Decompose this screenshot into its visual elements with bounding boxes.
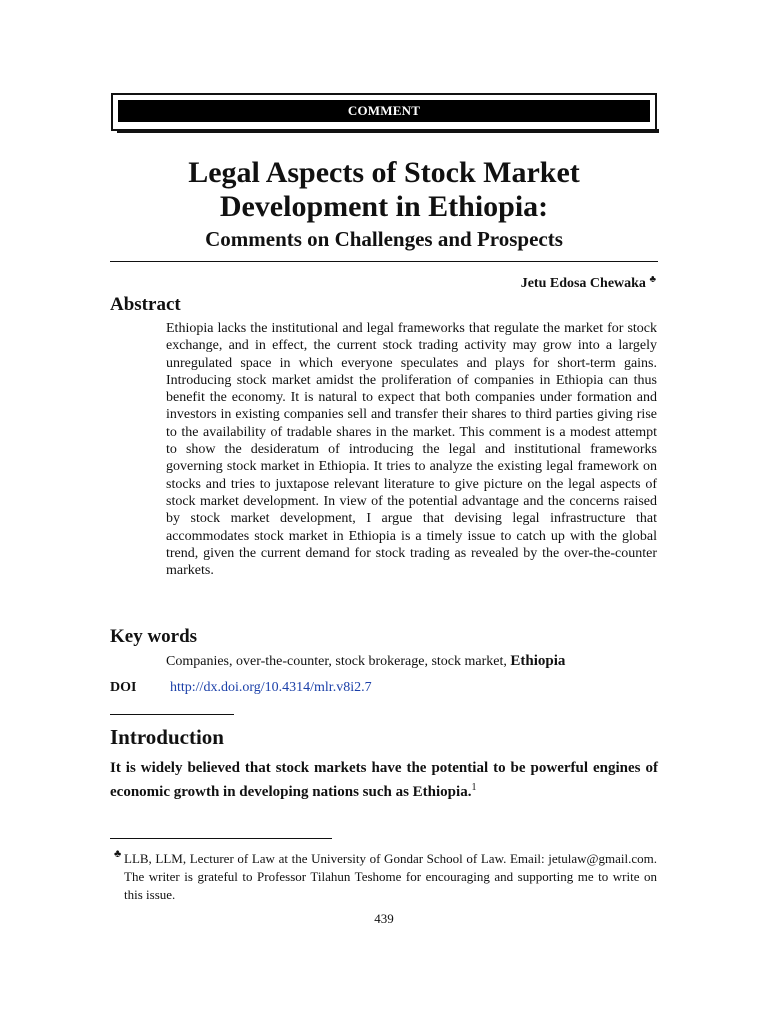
separator-rule <box>110 714 234 715</box>
subtitle: Comments on Challenges and Prospects <box>205 227 563 251</box>
footnote-rule <box>110 838 332 839</box>
author-mark: ♣ <box>649 274 656 285</box>
title-rule <box>110 261 658 262</box>
abstract-text: Ethiopia lacks the institutional and legal frameworks that regulate the market for stock exchange, and in effect, the current stock trading activity may grow into a largely unregulated space in which everyone speculates and plays for short-term gains. Introducing stock market amidst the proliferation of companies in Ethiopia can thus benefit the economy. It is natural to expect that both companies under formation and investors in existing companies sell and transfer their shares to third parties giving rise to the availability of tradable shares in the market. This comment is a modest attempt to show the desideratum of introducing the legal and institutional frameworks governing stock market in Ethiopia. It tries to analyze the existing legal framework on stocks and tries to juxtapose relevant literature to give picture on the legal aspects of stock market development. In view of the potential advantage and the concerns raised by stock market development, I argue that devising legal infrastructure that accommodates stock market in Ethiopia is a timely issue to catch up with the global trend, given the current demand for stock trading as revealed by the over-the-counter markets. <box>166 321 657 579</box>
introduction-heading: Introduction <box>110 725 224 749</box>
doi-link[interactable]: http://dx.doi.org/10.4314/mlr.v8i2.7 <box>170 680 372 695</box>
page-number: 439 <box>374 911 394 926</box>
title-line-2: Development in Ethiopia: <box>219 190 549 223</box>
keywords-text <box>166 653 565 670</box>
keywords-heading: Key words <box>110 626 198 647</box>
title-line-1: Legal Aspects of Stock Market <box>188 156 580 189</box>
keywords-last: Ethiopia <box>510 653 566 669</box>
abstract-heading: Abstract <box>110 294 181 315</box>
doi-label: DOI <box>110 680 137 695</box>
banner-frame <box>111 93 657 131</box>
footnote-ref[interactable]: 1 <box>471 782 477 793</box>
introduction-body: It is widely believed that stock markets have the potential to be powerful engines of economic growth in developing nations such as Ethiopia. <box>110 760 658 800</box>
footnote-text: LLB, LLM, Lecturer of Law at the University of Gondar School of Law. Email: jetulaw@gmail.com. The writer is grateful to Professor Tilahun Teshome for encouraging and supporting me to write on this issue. <box>124 851 657 902</box>
footnote-mark: ♣ <box>114 848 122 860</box>
keywords-list: Companies, over-the-counter, stock brokerage, stock market, <box>166 654 507 669</box>
banner-label: COMMENT <box>118 100 650 122</box>
author <box>521 274 656 292</box>
introduction-text <box>110 758 658 802</box>
author-name: Jetu Edosa Chewaka <box>520 276 646 291</box>
